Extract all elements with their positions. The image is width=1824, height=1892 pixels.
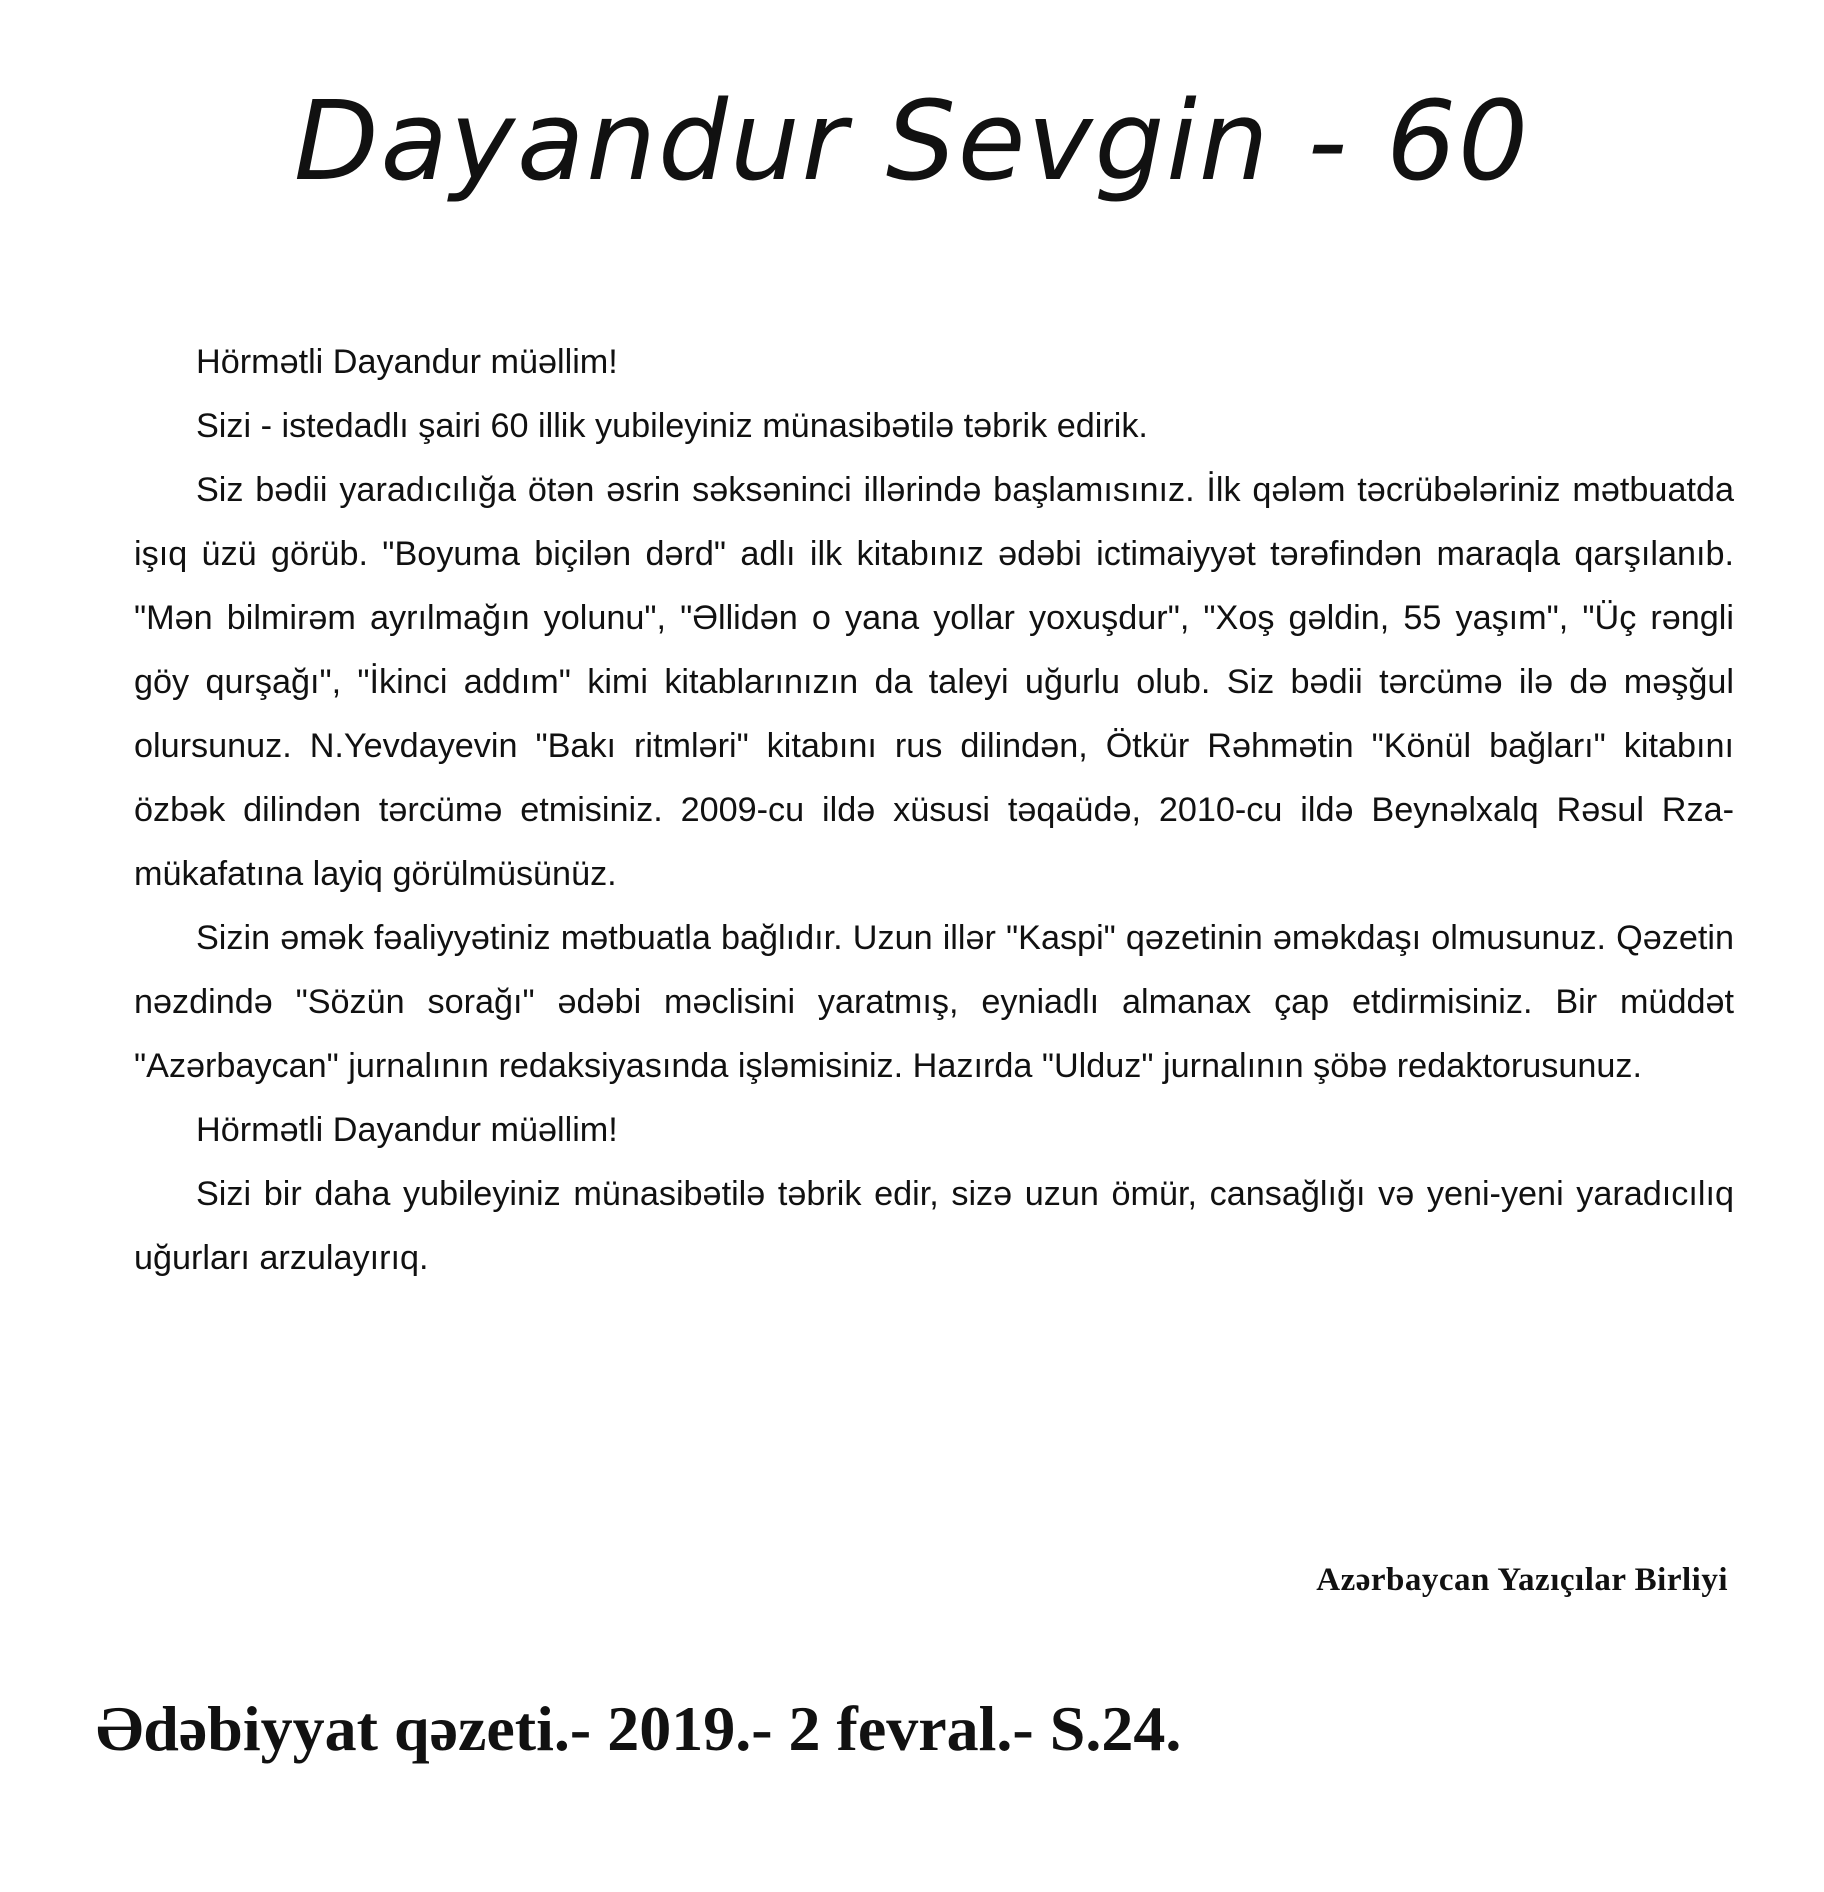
closing-wishes-paragraph: Sizi bir daha yubileyiniz münasibətilə təbrik edir, sizə uzun ömür, cansağlığı və yeni-yeni yaradıcılıq uğurları arzulayırıq. — [134, 1175, 1734, 1277]
biography-paragraph: Siz bədii yaradıcılığa ötən əsrin səksəninci illərində başlamısınız. İlk qələm təcrübələriniz mətbuatda işıq üzü görüb. "Boyuma biçilən dərd" adlı ilk kitabınız ədəbi ictimaiyyət tərəfindən maraqla qarşılanıb. "Mən bilmirəm ayrılmağın yolunu", "Əllidən o yana yollar yoxuşdur", "Xoş gəldin, 55 yaşım", "Üç rəngli göy qurşağı", "İkinci addım" kimi kitablarınızın da taleyi uğurlu olub. Siz bədii tərcümə ilə də məşğul olursunuz. N.Yevdayevin "Bakı ritmləri" kitabını rus dilindən, Ötkür Rəhmətin "Könül bağları" kitabını özbək dilindən tərcümə etmisiniz. 2009-cu ildə xüsusi təqaüdə, 2010-cu ildə Beynəlxalq Rəsul Rza-mükafatına layiq görülmüsünüz. — [134, 471, 1734, 893]
closing-greeting: Hörmətli Dayandur müəllim! — [196, 1111, 618, 1149]
article-title: Dayandur Sevgin - 60 — [293, 77, 1531, 205]
letter-body — [134, 330, 1734, 1290]
greeting: Hörmətli Dayandur müəllim! — [196, 343, 618, 381]
signature: Azərbaycan Yazıçılar Birliyi — [1316, 1562, 1728, 1598]
congratulation-paragraph: Sizi - istedadlı şairi 60 illik yubileyiniz münasibətilə təbrik edirik. — [196, 407, 1148, 445]
source-citation: Ədəbiyyat qəzeti.- 2019.- 2 fevral.- S.24. — [96, 1693, 1182, 1764]
career-paragraph: Sizin əmək fəaliyyətiniz mətbuatla bağlıdır. Uzun illər "Kaspi" qəzetinin əməkdaşı olmusunuz. Qəzetin nəzdində "Sözün sorağı" ədəbi məclisini yaratmış, eyniadlı almanax çap etdirmisiniz. Bir müddət "Azərbaycan" jurnalının redaksiyasında işləmisiniz. Hazırda "Ulduz" jurnalının şöbə redaktorusunuz. — [134, 919, 1734, 1085]
